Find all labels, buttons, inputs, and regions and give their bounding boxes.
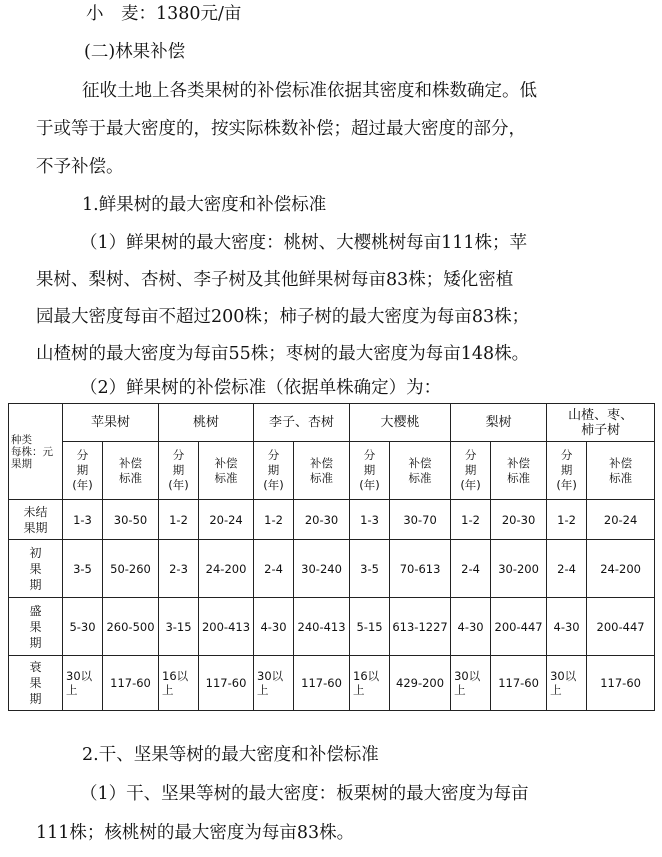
stage-label: 盛 果 期 bbox=[9, 598, 63, 656]
standard-cell: 70-613 bbox=[390, 540, 451, 598]
period-cell: 3-5 bbox=[350, 540, 390, 598]
species-header-hawthorn-jujube-persimmon: 山楂、枣、 柿子树 bbox=[547, 404, 655, 442]
period-cell: 2-4 bbox=[547, 540, 587, 598]
period-cell: 3-15 bbox=[159, 598, 199, 656]
period-header: 分 期 (年) bbox=[254, 442, 294, 500]
period-cell: 2-3 bbox=[159, 540, 199, 598]
standard-cell: 20-24 bbox=[587, 500, 655, 540]
species-header-pear: 梨树 bbox=[451, 404, 547, 442]
subsection-heading-fresh-fruit: 1.鲜果树的最大密度和补偿标准 bbox=[82, 195, 327, 215]
period-cell: 1-2 bbox=[547, 500, 587, 540]
standard-cell: 117-60 bbox=[199, 656, 254, 711]
standard-cell: 200-447 bbox=[491, 598, 547, 656]
standard-header: 补偿 标准 bbox=[103, 442, 159, 500]
stage-label: 衰 果 期 bbox=[9, 656, 63, 711]
period-cell: 5-15 bbox=[350, 598, 390, 656]
standard-cell: 24-200 bbox=[587, 540, 655, 598]
period-cell: 30以 上 bbox=[547, 656, 587, 711]
period-cell: 1-3 bbox=[350, 500, 390, 540]
period-cell: 30以 上 bbox=[254, 656, 294, 711]
table-corner-header: 种类 每株：元 果期 bbox=[9, 404, 63, 500]
period-cell: 3-5 bbox=[63, 540, 103, 598]
standard-cell: 117-60 bbox=[294, 656, 350, 711]
period-cell: 1-2 bbox=[451, 500, 491, 540]
table-row bbox=[9, 500, 655, 540]
period-header: 分 期 (年) bbox=[63, 442, 103, 500]
paragraph-line: （1）干、坚果等树的最大密度：板栗树的最大密度为每亩 bbox=[80, 784, 529, 804]
text-line-wheat-price: 小 麦：1380元/亩 bbox=[86, 4, 242, 24]
period-cell: 30以 上 bbox=[63, 656, 103, 711]
stage-label: 未结 果期 bbox=[9, 500, 63, 540]
standard-header: 补偿 标准 bbox=[390, 442, 451, 500]
stage-label: 初 果 期 bbox=[9, 540, 63, 598]
period-header: 分 期 (年) bbox=[451, 442, 491, 500]
period-cell: 16以 上 bbox=[159, 656, 199, 711]
standard-cell: 240-413 bbox=[294, 598, 350, 656]
table-row bbox=[9, 540, 655, 598]
standard-cell: 200-447 bbox=[587, 598, 655, 656]
paragraph-line: 果树、梨树、杏树、李子树及其他鲜果树每亩83株；矮化密植 bbox=[36, 270, 514, 290]
standard-header: 补偿 标准 bbox=[294, 442, 350, 500]
table-caption: （2）鲜果树的补偿标准（依据单株确定）为： bbox=[80, 378, 442, 398]
standard-cell: 117-60 bbox=[491, 656, 547, 711]
standard-cell: 30-240 bbox=[294, 540, 350, 598]
paragraph-line: 111株；核桃树的最大密度为每亩83株。 bbox=[36, 823, 355, 843]
standard-cell: 24-200 bbox=[199, 540, 254, 598]
section-heading-forest-fruit: (二)林果补偿 bbox=[84, 42, 186, 62]
table-subheader-row bbox=[9, 442, 655, 500]
paragraph-line: 征收土地上各类果树的补偿标准依据其密度和株数确定。低 bbox=[82, 81, 537, 101]
standard-cell: 200-413 bbox=[199, 598, 254, 656]
period-cell: 1-2 bbox=[254, 500, 294, 540]
fruit-tree-compensation-table bbox=[8, 403, 655, 711]
standard-cell: 613-1227 bbox=[390, 598, 451, 656]
period-cell: 30以 上 bbox=[451, 656, 491, 711]
subsection-heading-dry-nut: 2.干、坚果等树的最大密度和补偿标准 bbox=[82, 745, 379, 765]
table-row bbox=[9, 656, 655, 711]
standard-cell: 117-60 bbox=[587, 656, 655, 711]
paragraph-line: 于或等于最大密度的，按实际株数补偿；超过最大密度的部分， bbox=[36, 119, 526, 139]
standard-cell: 30-200 bbox=[491, 540, 547, 598]
species-header-peach: 桃树 bbox=[159, 404, 254, 442]
standard-cell: 117-60 bbox=[103, 656, 159, 711]
table-header-row bbox=[9, 404, 655, 442]
species-header-cherry: 大樱桃 bbox=[350, 404, 451, 442]
standard-header: 补偿 标准 bbox=[491, 442, 547, 500]
period-cell: 2-4 bbox=[254, 540, 294, 598]
standard-cell: 50-260 bbox=[103, 540, 159, 598]
standard-cell: 20-30 bbox=[491, 500, 547, 540]
species-header-plum-apricot: 李子、杏树 bbox=[254, 404, 350, 442]
period-cell: 4-30 bbox=[547, 598, 587, 656]
period-header: 分 期 (年) bbox=[547, 442, 587, 500]
standard-cell: 260-500 bbox=[103, 598, 159, 656]
standard-header: 补偿 标准 bbox=[199, 442, 254, 500]
standard-cell: 30-70 bbox=[390, 500, 451, 540]
period-cell: 1-3 bbox=[63, 500, 103, 540]
standard-cell: 429-200 bbox=[390, 656, 451, 711]
period-cell: 2-4 bbox=[451, 540, 491, 598]
period-cell: 16以 上 bbox=[350, 656, 390, 711]
period-cell: 1-2 bbox=[159, 500, 199, 540]
period-header: 分 期 (年) bbox=[159, 442, 199, 500]
paragraph-line: 园最大密度每亩不超过200株；柿子树的最大密度为每亩83株； bbox=[36, 307, 530, 327]
period-header: 分 期 (年) bbox=[350, 442, 390, 500]
paragraph-line: 不予补偿。 bbox=[36, 157, 124, 177]
species-header-apple: 苹果树 bbox=[63, 404, 159, 442]
standard-header: 补偿 标准 bbox=[587, 442, 655, 500]
standard-cell: 20-24 bbox=[199, 500, 254, 540]
paragraph-line: （1）鲜果树的最大密度：桃树、大樱桃树每亩111株；苹 bbox=[80, 233, 528, 253]
table-row bbox=[9, 598, 655, 656]
standard-cell: 20-30 bbox=[294, 500, 350, 540]
period-cell: 5-30 bbox=[63, 598, 103, 656]
paragraph-line: 山楂树的最大密度为每亩55株；枣树的最大密度为每亩148株。 bbox=[36, 344, 530, 364]
standard-cell: 30-50 bbox=[103, 500, 159, 540]
period-cell: 4-30 bbox=[451, 598, 491, 656]
period-cell: 4-30 bbox=[254, 598, 294, 656]
